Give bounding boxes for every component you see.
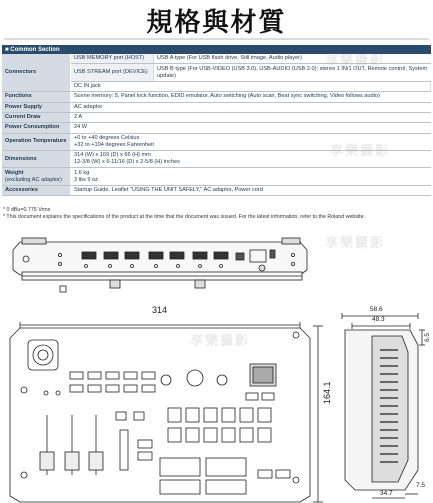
value-line: 1.6 kg xyxy=(74,169,90,176)
value-line: +32 to +104 degrees Fahrenheit xyxy=(74,141,154,148)
row-value: Startup Guide, Leaflet "USING THE UNIT SAFELY," AC adaptor, Power cord xyxy=(71,185,431,195)
row-value: 2 A xyxy=(71,112,431,122)
footnote: * This document explains the specifications of the product at the time that the document was issued. For the latest information, refer to the Roland website. xyxy=(3,214,366,220)
top-view-drawing xyxy=(10,322,323,502)
row-label: Functions xyxy=(2,92,71,102)
hdmi-ports xyxy=(82,252,228,259)
value-line: 314 (W) x 169 (D) x 66 (H) mm xyxy=(74,152,151,159)
dimension-foot-offset: 7.5 xyxy=(416,482,426,489)
dimension-top-offset: 6.5 xyxy=(424,332,431,342)
value-line: +0 to +40 degrees Celsius xyxy=(74,134,140,141)
faders xyxy=(40,415,103,475)
row-value: USB B type (For USB-VIDEO (USB 3.0), USB-AUDIO (USB 2.0): stereo 1 IN/1 OUT, Remote control, System update) xyxy=(154,64,431,81)
row-label: Operation Temperature xyxy=(2,133,71,150)
value-line: 12-3/8 (W) x 6-11/16 (D) x 2-5/8 (H) inches xyxy=(74,159,180,166)
rear-view-drawing xyxy=(13,238,307,292)
section-header: ■ Common Section xyxy=(2,45,431,54)
label-line: Weight xyxy=(5,169,24,176)
row-label: Power Supply xyxy=(2,102,71,112)
dimension-width: 314 xyxy=(152,305,168,315)
dimension-depth-outer: 58.6 xyxy=(370,306,383,313)
watermark-logo: 享樂攝影 xyxy=(325,54,386,69)
dimension-base-depth: 34.7 xyxy=(380,490,393,497)
row-label: Connectors xyxy=(2,54,71,92)
page-title: 規格與材質 xyxy=(146,8,287,38)
row-value: Scene memory: 5, Panel lock function, EDID emulator, Auto switching (Auto scan, Beat sync switching, Video follows audio) xyxy=(71,92,431,102)
dimension-depth-inner: 48.3 xyxy=(372,316,385,323)
watermark-logo: 享樂攝影 xyxy=(325,236,386,251)
label-line: (excluding AC adaptor) xyxy=(5,176,62,183)
row-sublabel: USB STREAM port (DEVICE) xyxy=(71,64,154,81)
value-line: 3 lbs 9 oz xyxy=(74,176,98,183)
dimension-height: 164.1 xyxy=(322,381,332,404)
row-value: AC adaptor xyxy=(71,102,431,112)
side-view-drawing xyxy=(342,313,425,498)
row-label: Accessories xyxy=(2,185,71,195)
row-value: 24 W xyxy=(71,123,431,133)
row-label: Current Draw xyxy=(2,112,71,122)
footnote: * 0 dBu=0.775 Vrms xyxy=(3,207,51,213)
row-value: USB A type (For USB flash drive, Still image, Audio player) xyxy=(154,54,431,64)
watermark-logo: 享樂攝影 xyxy=(190,334,251,349)
row-label: Dimensions xyxy=(2,151,71,168)
row-sublabel: USB MEMORY port (HOST) xyxy=(71,54,154,64)
watermark-logo: 享樂攝影 xyxy=(330,144,391,159)
row-sublabel: DC IN jack xyxy=(71,81,431,91)
row-label: Power Consumption xyxy=(2,123,71,133)
